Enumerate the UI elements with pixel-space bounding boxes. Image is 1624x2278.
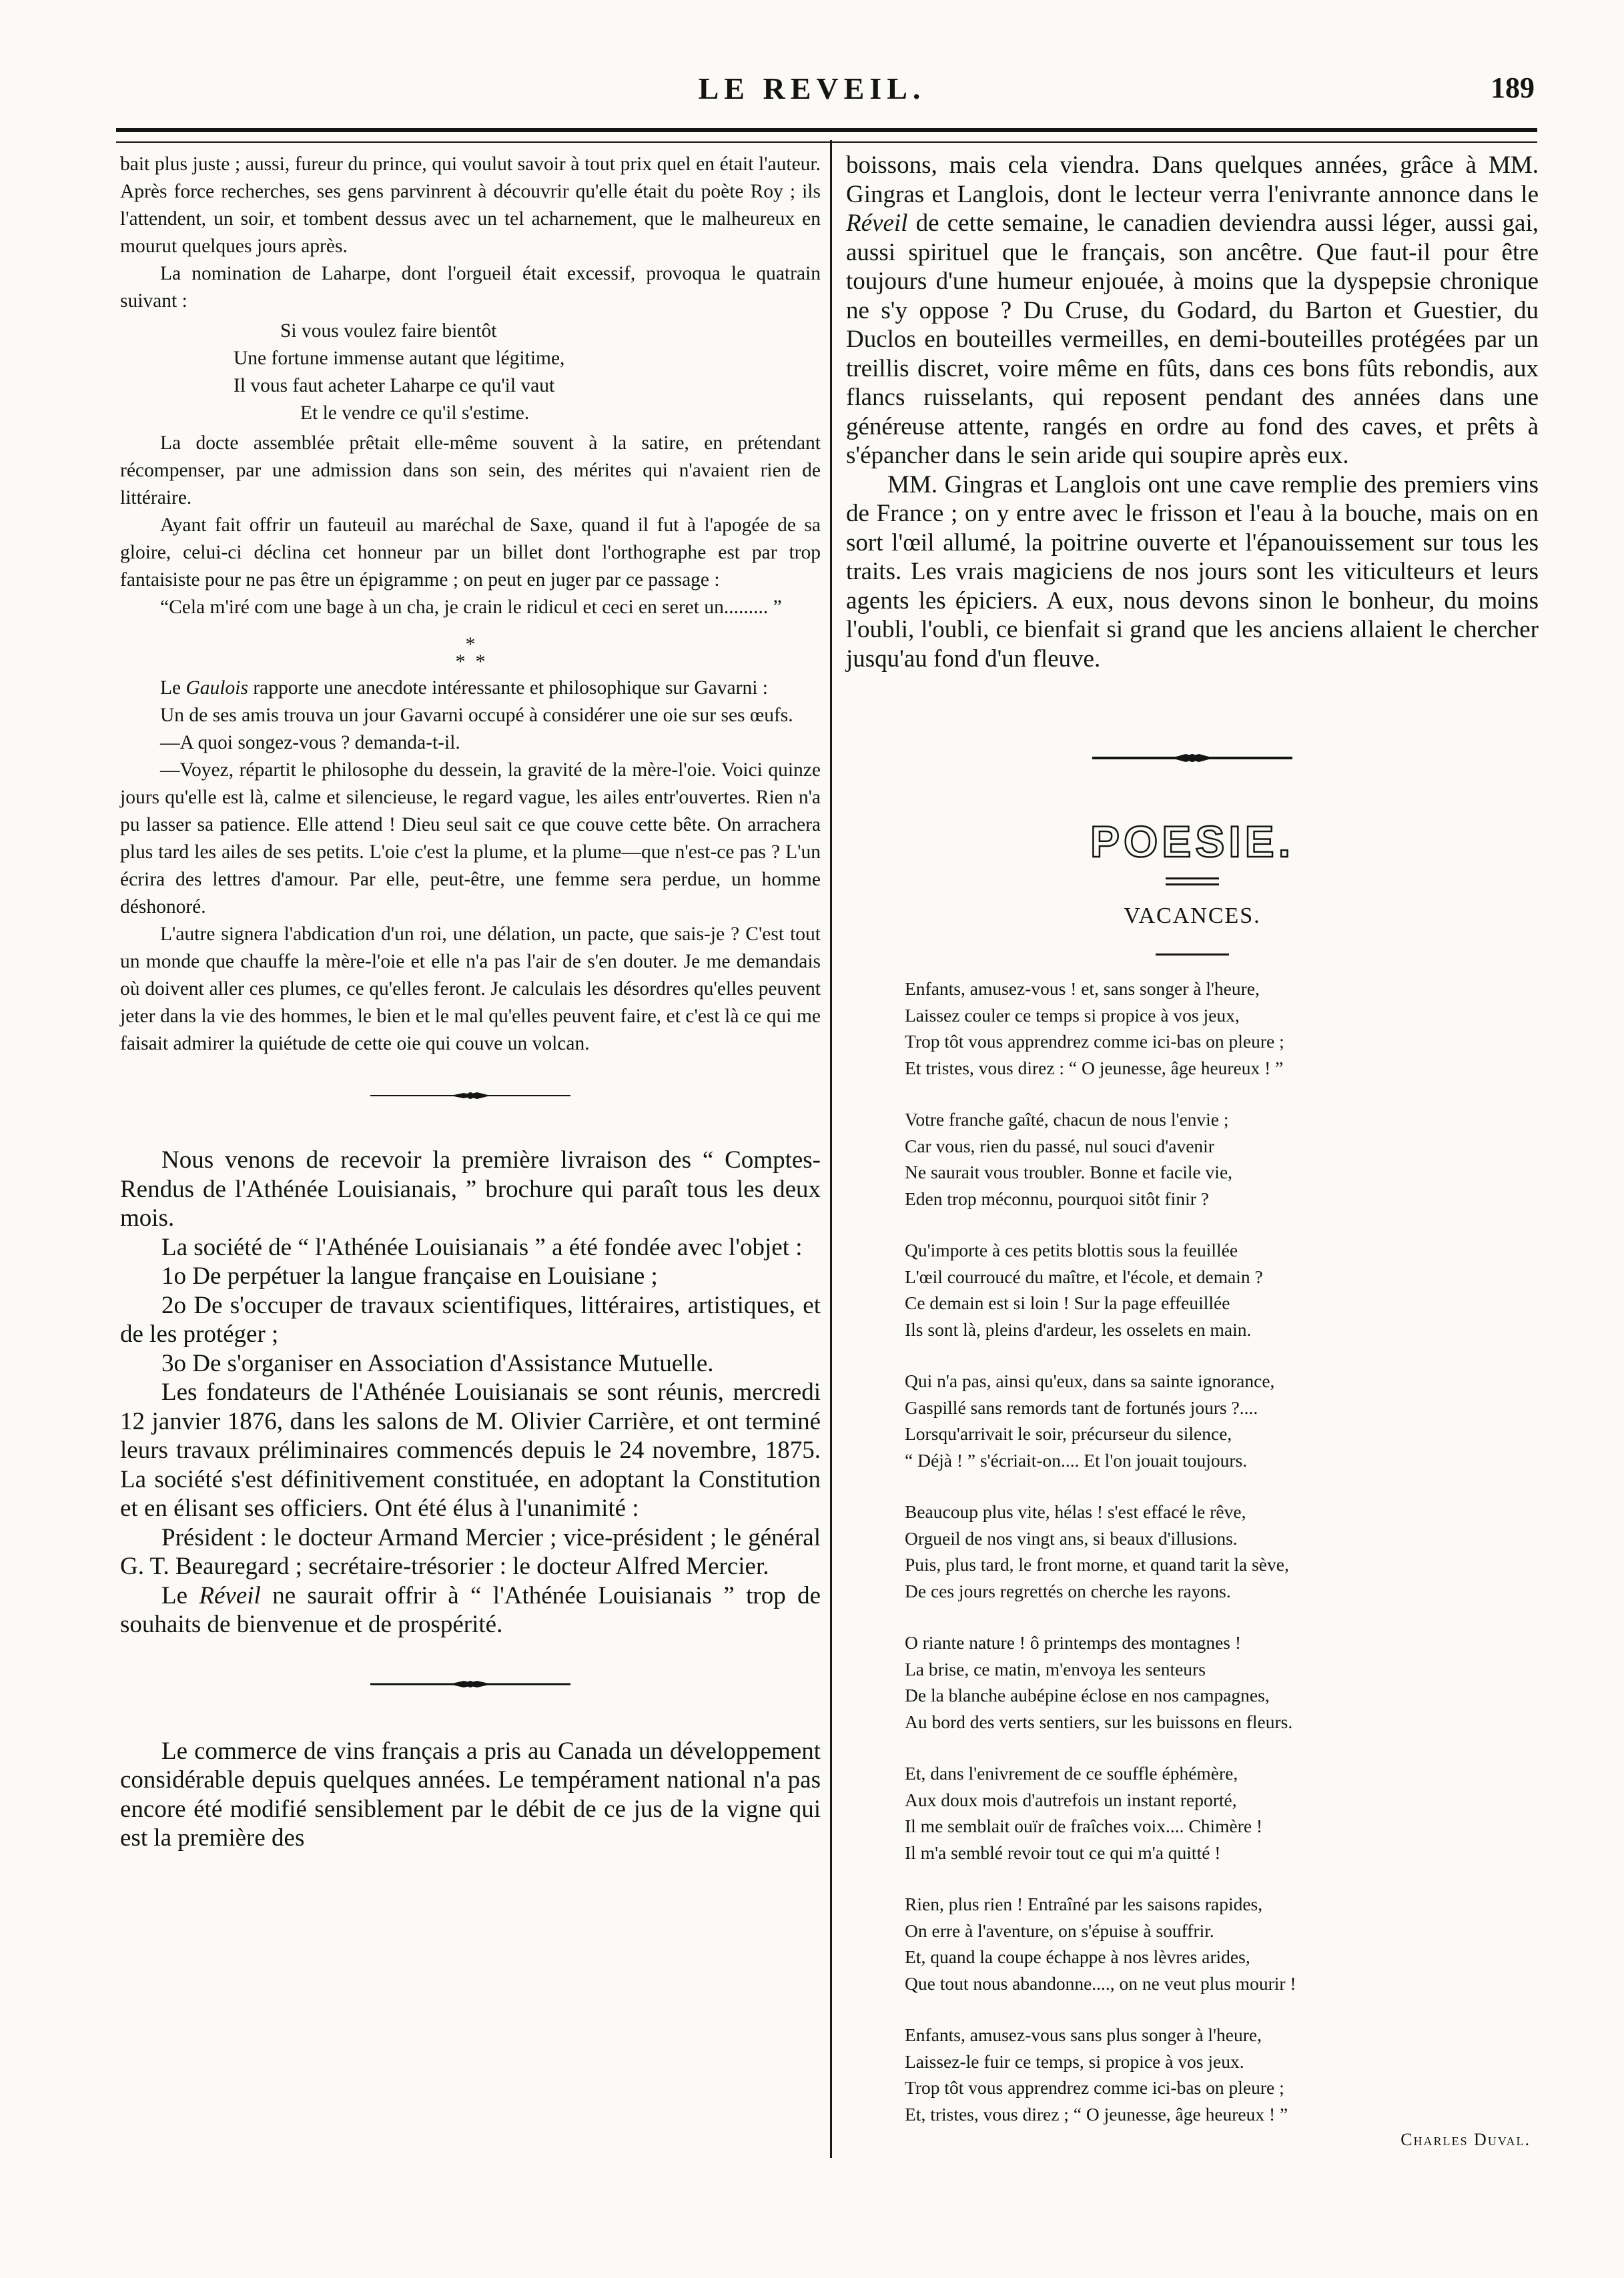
paragraph: “Cela m'iré com une bage à un cha, je crain le ridicul et ceci en seret un......... ” [160, 597, 782, 618]
verse-line: Et, tristes, vous direz ; “ O jeunesse, âge heureux ! ” [905, 2103, 1288, 2125]
wine-article-start [120, 1737, 821, 1853]
verse-line: La brise, ce matin, m'envoya les senteurs [905, 1658, 1206, 1679]
verse-line: On erre à l'aventure, on s'épuise à souffrir. [905, 1920, 1214, 1941]
paragraph: 2o De s'occuper de travaux scientifiques, littéraires, artistiques, et de les protéger ; [120, 1291, 821, 1348]
paragraph: La nomination de Laharpe, dont l'orgueil était excessif, provoqua le quatrain suivant : [120, 263, 821, 312]
verse-line: Orgueil de nos vingt ans, si beaux d'illusions. [905, 1527, 1238, 1549]
verse-line: Car vous, rien du passé, nul souci d'avenir [905, 1135, 1214, 1156]
header-rule [116, 128, 1537, 143]
verse-line: Au bord des verts sentiers, sur les buissons en fleurs. [905, 1711, 1293, 1732]
verse-line: Laissez-le fuir ce temps, si propice à vos jeux. [905, 2050, 1244, 2072]
paragraph: bait plus juste ; aussi, fureur du prince, qui voulut savoir à tout prix quel en était l'auteur. Après force recherches, ses gens parvinrent à découvrir qu'elle était du poète Roy ; ils l'attendent, un soir, et tombent dessus avec un tel acharnement, que le malheureux en mourut quelques jours après. [120, 153, 821, 257]
verse-line: Votre franche gaîté, chacun de nous l'envie ; [905, 1109, 1229, 1130]
paragraph: 1o De perpétuer la langue française en Louisiane ; [161, 1262, 658, 1290]
paragraph: 3o De s'organiser en Association d'Assistance Mutuelle. [161, 1349, 714, 1377]
verse-line: Eden trop méconnu, pourquoi sitôt finir ? [905, 1188, 1209, 1209]
poem-signature: Charles Duval. [1400, 2130, 1531, 2149]
verse-line: Qu'importe à ces petits blottis sous la feuillée [905, 1240, 1238, 1260]
verse-line: Laissez couler ce temps si propice à vos jeux, [905, 1004, 1240, 1026]
verse-line: Enfants, amusez-vous ! et, sans songer à l'heure, [905, 978, 1260, 999]
poem-title: VACANCES. [1124, 903, 1261, 928]
quatrain [120, 318, 821, 427]
stanza [905, 1368, 1539, 1473]
newspaper-title: LE REVEIL. [698, 71, 926, 105]
wine-article-continued [846, 151, 1539, 673]
verse-line: Il me semblait ouïr de fraîches voix.... Chimère ! [905, 1816, 1263, 1836]
verse-line: Lorsqu'arrivait le soir, précurseur du silence, [905, 1423, 1232, 1444]
verse-line: Qui n'a pas, ainsi qu'eux, dans sa sainte ignorance, [905, 1371, 1275, 1391]
column-rule [830, 140, 832, 2158]
title-rule [1156, 954, 1229, 956]
paragraph: L'autre signera l'abdication d'un roi, une délation, un pacte, que sais-je ? C'est tout un monde que chauffe la mère-l'oie et elle n'a pas l'air de s'en douter. Je me demandais où doivent aller ces plumes, ce qu'elles feront. Je calculais les désordres qu'elles peuvent jeter dans la vie des hommes, le bien et le mal qu'elles peuvent faire, et c'est là ce qui me faisait admirer la quiétude de cette oie qui couve un volcan. [120, 923, 821, 1054]
verse-line: Il m'a semblé revoir tout ce qui m'a quitté ! [905, 1842, 1221, 1863]
verse-line: Rien, plus rien ! Entraîné par les saisons rapides, [905, 1894, 1263, 1914]
verse-line: Ce demain est si loin ! Sur la page effeuillée [905, 1292, 1230, 1313]
gavarni-article [120, 675, 821, 1058]
title-rule [1166, 883, 1219, 885]
verse-line: Ils sont là, pleins d'ardeur, les osselets en main. [905, 1318, 1252, 1340]
verse-line: Aux doux mois d'autrefois un instant reporté, [905, 1789, 1237, 1810]
left-column [120, 151, 821, 1853]
stanza [905, 1237, 1539, 1343]
verse-line: Et le vendre ce qu'il s'estime. [300, 402, 530, 424]
paragraph: La docte assemblée prêtait elle-même souvent à la satire, en prétendant récompenser, par une admission dans son sein, des mérites qui n'avaient rien de littéraire. [120, 432, 821, 508]
paragraph: Les fondateurs de l'Athénée Louisianais se sont réunis, mercredi 12 janvier 1876, dans les salons de M. Olivier Carrière, et ont terminé leurs travaux préliminaires commencés depuis le 24 novembre, 1875. La société s'est définitivement constituée, en adoptant la Constitution et en élisant ses officiers. Ont été élus à l'unanimité : [120, 1379, 821, 1522]
verse-line: Trop tôt vous apprendrez comme ici-bas on pleure ; [905, 2077, 1284, 2098]
page-number: 189 [1491, 71, 1535, 104]
verse-line: Et, quand la coupe échappe à nos lèvres arides, [905, 1946, 1250, 1967]
verse-line: De ces jours regrettés on cherche les rayons. [905, 1580, 1231, 1601]
stanza [905, 1106, 1539, 1212]
right-column [846, 151, 1539, 2150]
ornamental-divider [120, 1091, 821, 1100]
ornamental-divider [846, 753, 1539, 763]
stanza [905, 1891, 1539, 1996]
verse-line: Une fortune immense autant que légitime, [234, 348, 565, 369]
athenee-article [120, 1146, 821, 1639]
verse-line: Trop tôt vous apprendrez comme ici-bas on pleure ; [905, 1031, 1284, 1052]
paragraph: Le Gaulois rapporte une anecdote intéressante et philosophique sur Gavarni : [160, 677, 768, 699]
stanza [905, 1499, 1539, 1604]
verse-line: Et tristes, vous direz : “ O jeunesse, âge heureux ! ” [905, 1057, 1284, 1078]
verse-line: Que tout nous abandonne...., on ne veut plus mourir ! [905, 1972, 1296, 1994]
verse-line: Il vous faut acheter Laharpe ce qu'il vaut [234, 375, 555, 396]
asterism-lower: * * [455, 651, 486, 673]
verse-line: Gaspillé sans remords tant de fortunés jours ?.... [905, 1397, 1258, 1418]
paragraph: Président : le docteur Armand Mercier ; vice-président ; le général G. T. Beauregard ; secrétaire-trésorier : le docteur Alfred Mercier. [120, 1523, 821, 1580]
paragraph: —Voyez, répartit le philosophe du dessein, la gravité de la mère-l'oie. Voici quinze jours qu'elle est là, calme et silencieuse, le regard vague, les ailes entr'ouvertes. Rien n'a pu lasser sa patience. Elle attend ! Dieu seul sait ce que couve cette bête. On arrachera plus tard les ailes de ses petits. L'oie c'est la plume, et la plume—que n'est-ce pas ? L'un écrira des lettres d'amour. Par elle, peut-être, une femme sera perdue, un homme déshonoré. [120, 759, 821, 917]
verse-line: “ Déjà ! ” s'écriait-on.... Et l'on jouait toujours. [905, 1449, 1248, 1471]
stanza [905, 976, 1539, 1081]
title-rule [1166, 877, 1219, 879]
stanza [905, 1629, 1539, 1735]
section-title: POESIE. [1090, 817, 1295, 866]
paragraph: —A quoi songez-vous ? demanda-t-il. [160, 732, 460, 753]
verse-line: L'œil courroucé du maître, et l'école, et demain ? [905, 1266, 1263, 1287]
stanza [905, 2022, 1539, 2127]
asterism: * * * [120, 636, 821, 671]
ornamental-divider [120, 1679, 821, 1689]
poem [846, 976, 1539, 2127]
verse-line: Puis, plus tard, le front morne, et quand tarit la sève, [905, 1554, 1289, 1575]
paragraph: Un de ses amis trouva un jour Gavarni occupé à considérer une oie sur ses œufs. [160, 705, 793, 726]
verse-line: Enfants, amusez-vous sans plus songer à l'heure, [905, 2024, 1262, 2045]
verse-line: Et, dans l'enivrement de ce souffle éphémère, [905, 1763, 1238, 1784]
verse-line: De la blanche aubépine éclose en nos campagnes, [905, 1685, 1270, 1705]
verse-line: Si vous voulez faire bientôt [280, 320, 497, 342]
paragraph: Le commerce de vins français a pris au Canada un développement considérable depuis quelques années. Le tempérament national n'a pas encore été modifié sensiblement par le débit de ce jus de la vigne qui est la première des [120, 1737, 821, 1852]
satire-article [120, 151, 821, 621]
paragraph: Nous venons de recevoir la première livraison des “ Comptes-Rendus de l'Athénée Louisianais, ” brochure qui paraît tous les deux mois. [120, 1146, 821, 1232]
stanza [905, 1760, 1539, 1866]
paragraph: Le Réveil ne saurait offrir à “ l'Athénée Louisianais ” trop de souhaits de bienvenue et de prospérité. [120, 1581, 821, 1638]
verse-line: Ne saurait vous troubler. Bonne et facile vie, [905, 1162, 1233, 1182]
paragraph: MM. Gingras et Langlois ont une cave remplie des premiers vins de France ; on y entre avec le frisson et l'eau à la bouche, mais on en sort l'œil allumé, la poitrine ouverte et l'épanouissement sur tous les traits. Les vrais magiciens de nos jours sont les viticulteurs et leurs agents les épiciers. A eux, nous devons sinon le bonheur, du moins l'oubli, l'oubli, ce bienfait si grand que les anciens allaient le chercher jusqu'au fond d'un fleuve. [846, 470, 1539, 673]
paragraph: Ayant fait offrir un fauteuil au maréchal de Saxe, quand il fut à l'apogée de sa gloire, celui-ci déclina cet honneur par un billet dont l'orthographe est par trop fantaisiste pour ne pas être un épigramme ; on peut en juger par ce passage : [120, 514, 821, 591]
paragraph: boissons, mais cela viendra. Dans quelques années, grâce à MM. Gingras et Langlois, dont le lecteur verra l'enivrante annonce dans le Réveil de cette semaine, le canadien deviendra aussi léger, aussi gai, aussi spirituel que le français, son ancêtre. Que faut-il pour être toujours d'une humeur enjouée, à moins que la dyspepsie chronique ne s'y oppose ? Du Cruse, du Godard, du Barton et Guestier, du Duclos en bouteilles vermeilles, en demi-bouteilles protégées par un treillis discret, voire même en fûts, dans ces bons fûts rebondis, aux flancs ruisselants, qui reposent pendant des années dans une généreuse attente, rangés en ordre au fond des caves, et prêts à s'épancher dans le sein aride qui soupire après eux. [846, 151, 1539, 469]
verse-line: O riante nature ! ô printemps des montagnes ! [905, 1632, 1242, 1653]
paragraph: La société de “ l'Athénée Louisianais ” a été fondée avec l'objet : [161, 1233, 803, 1261]
verse-line: Beaucoup plus vite, hélas ! s'est effacé le rêve, [905, 1501, 1246, 1522]
